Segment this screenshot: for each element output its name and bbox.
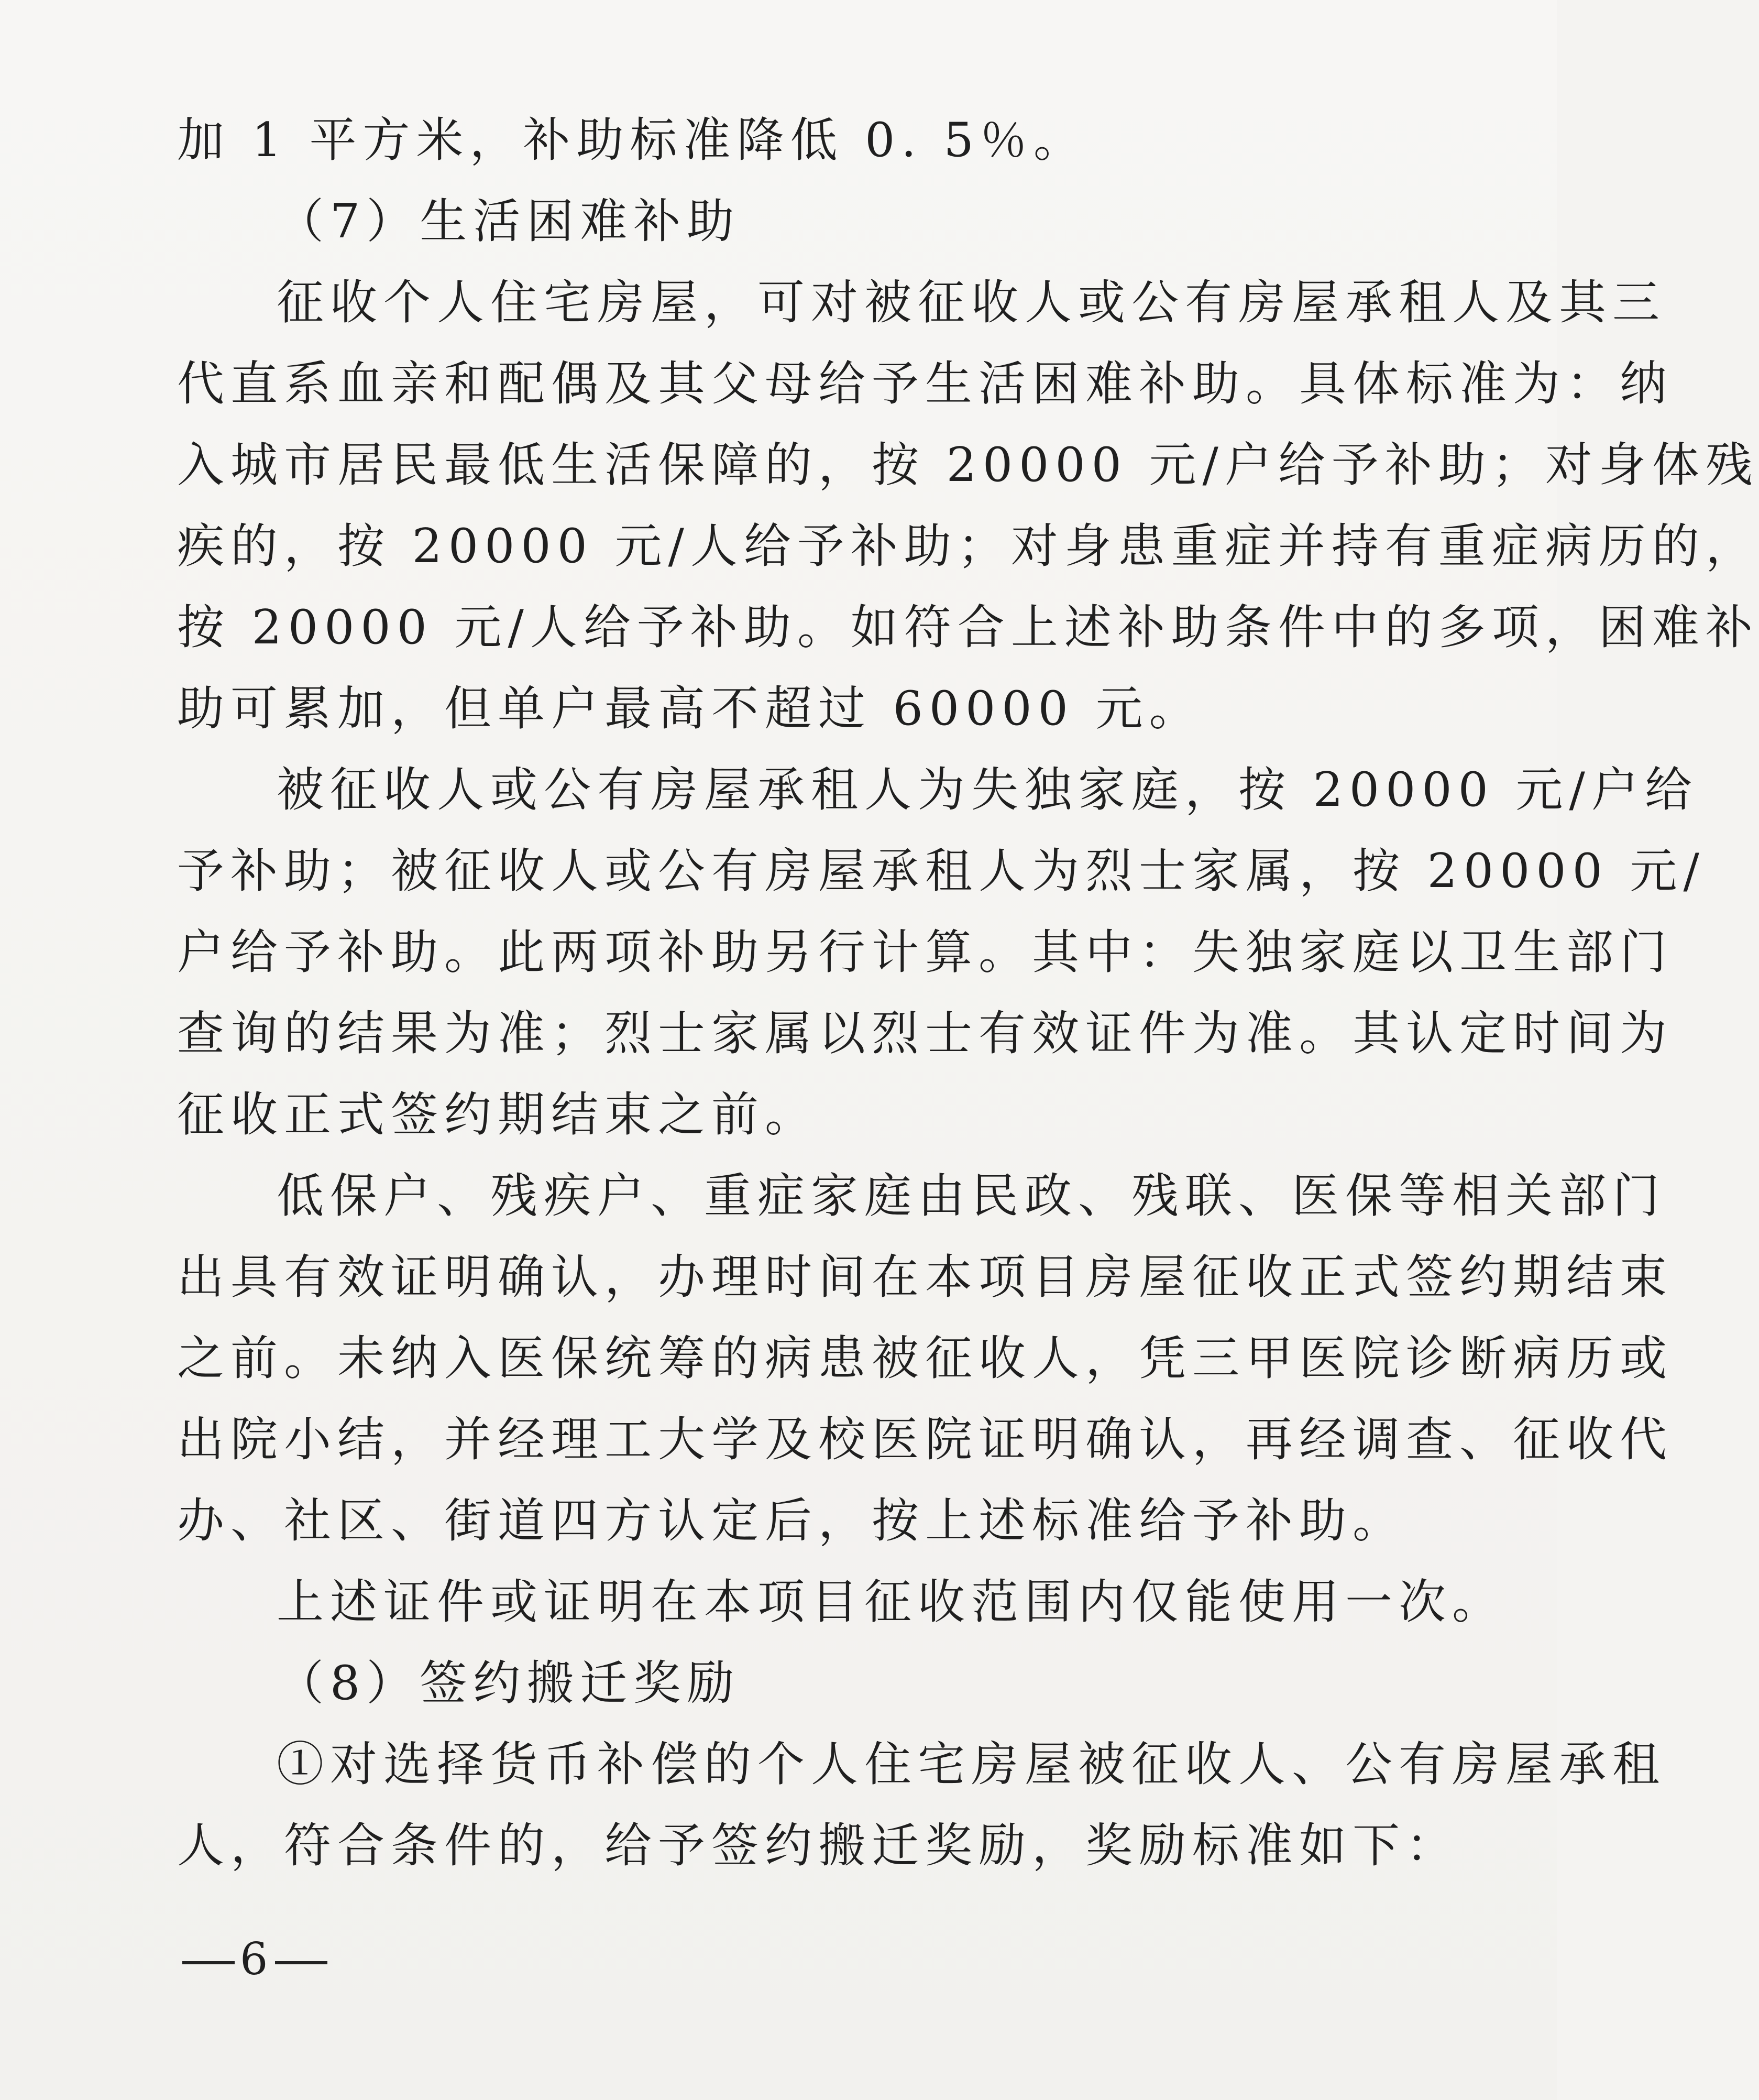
paragraph-certification — [177, 1155, 1673, 1561]
text-line: 助可累加，但单户最高不超过 60000 元。 — [177, 681, 1203, 736]
section-heading-8 — [177, 1643, 1434, 1724]
section-heading-7 — [177, 181, 1434, 262]
paragraph-bereaved-martyr-families — [177, 749, 1706, 1155]
text-line: 之前。未纳入医保统筹的病患被征收人，凭三甲医院诊断病历或 — [177, 1331, 1673, 1386]
footer-dash-left — [182, 1961, 235, 1964]
text-line: 按 20000 元/人给予补助。如符合上述补助条件中的多项，困难补 — [177, 600, 1759, 655]
text-line: 出院小结，并经理工大学及校医院证明确认，再经调查、征收代 — [177, 1412, 1673, 1467]
page-number: 6 — [240, 1933, 270, 1985]
text-line: 征收个人住宅房屋，可对被征收人或公有房屋承租人及其三 — [277, 275, 1666, 330]
heading-line: （8）签约搬迁奖励 — [277, 1656, 741, 1711]
text-line: 被征收人或公有房屋承租人为失独家庭，按 20000 元/户给 — [277, 762, 1698, 817]
paragraph-signing-reward — [177, 1724, 1666, 1886]
text-line: 低保户、残疾户、重症家庭由民政、残联、医保等相关部门 — [277, 1168, 1666, 1223]
text-line: 征收正式签约期结束之前。 — [177, 1087, 818, 1142]
page-number-footer — [177, 1933, 333, 1985]
text-line: 查询的结果为准；烈士家属以烈士有效证件为准。其认定时间为 — [177, 1006, 1673, 1061]
text-line: 出具有效证明确认，办理时间在本项目房屋征收正式签约期结束 — [177, 1250, 1673, 1305]
heading-line: （7）生活困难补助 — [277, 194, 741, 249]
text-line: 人，符合条件的，给予签约搬迁奖励，奖励标准如下： — [177, 1818, 1459, 1873]
footer-dash-right — [275, 1961, 327, 1964]
document-body — [177, 100, 1759, 1886]
text-line: 户给予补助。此两项补助另行计算。其中：失独家庭以卫生部门 — [177, 925, 1673, 980]
text-line: 予补助；被征收人或公有房屋承租人为烈士家属，按 20000 元/ — [177, 844, 1706, 899]
paragraph-continuation — [177, 100, 1434, 181]
text-line: 入城市居民最低生活保障的，按 20000 元/户给予补助；对身体残 — [177, 438, 1759, 493]
paragraph-single-use — [177, 1561, 1505, 1643]
text-line: 加 1 平方米，补助标准降低 0. 5％。 — [177, 113, 1087, 168]
text-line: 疾的，按 20000 元/人给予补助；对身患重症并持有重症病历的， — [177, 519, 1759, 574]
text-line: ①对选择货币补偿的个人住宅房屋被征收人、公有房屋承租 — [277, 1737, 1666, 1792]
text-line: 代直系血亲和配偶及其父母给予生活困难补助。具体标准为：纳 — [177, 356, 1673, 411]
text-line: 上述证件或证明在本项目征收范围内仅能使用一次。 — [277, 1574, 1505, 1629]
text-line: 办、社区、街道四方认定后，按上述标准给予补助。 — [177, 1493, 1406, 1548]
paragraph-living-hardship-subsidy — [177, 262, 1759, 749]
